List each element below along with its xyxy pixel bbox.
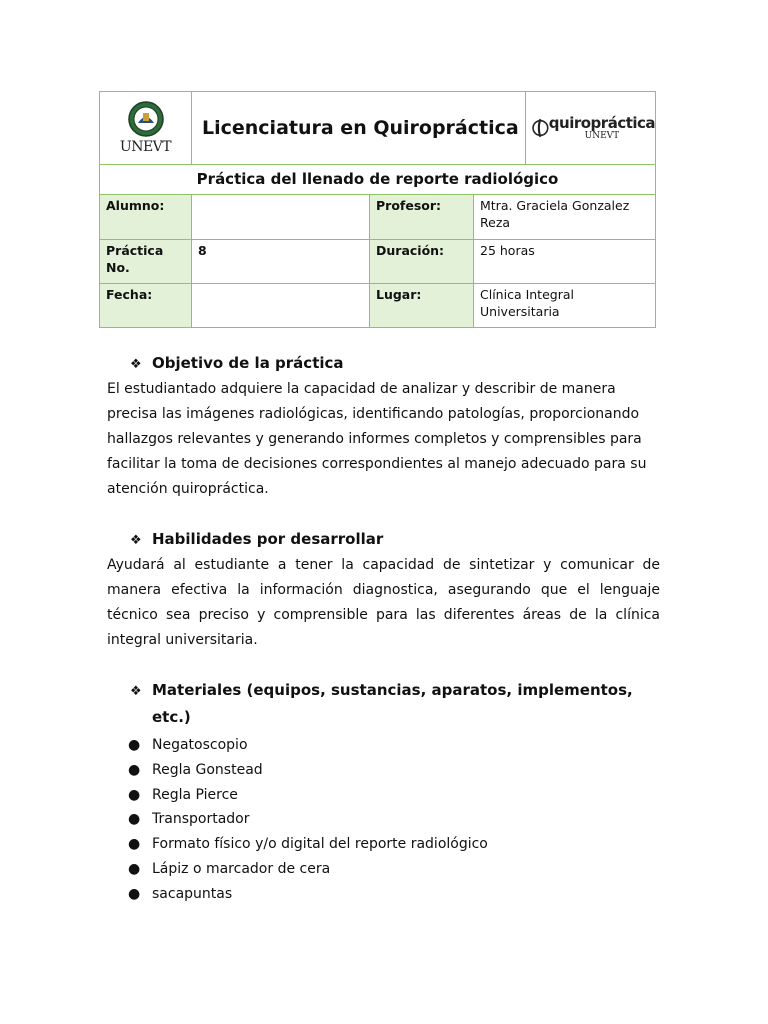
- profesor-value: Mtra. Graciela Gonzalez Reza: [474, 195, 656, 240]
- list-item: ● Formato físico y/o digital del reporte radiológico: [128, 832, 488, 857]
- habilidades-paragraph: Ayudará al estudiante a tener la capacidad de sintetizar y comunicar de manera efectiva la información diagnostica, asegurando que el lenguaje técnico sea preciso y comprensible para las diferentes áreas de la clínica integral universitaria.: [107, 557, 660, 648]
- header-table: [99, 91, 656, 195]
- practice-subtitle: Práctica del llenado de reporte radiológico: [100, 165, 656, 195]
- fecha-value: [192, 284, 370, 328]
- duracion-value: 25 horas: [474, 240, 656, 284]
- fecha-label: Fecha:: [100, 284, 192, 328]
- unevt-logo-cell: [100, 92, 192, 165]
- habilidades-heading: ❖ Habilidades por desarrollar: [130, 526, 383, 554]
- bullet-dot-icon: ●: [128, 737, 141, 753]
- lugar-value: Clínica Integral Universitaria: [474, 284, 656, 328]
- materials-list: [128, 733, 488, 907]
- quiro-logo: [526, 107, 655, 149]
- objetivo-paragraph: El estudiantado adquiere la capacidad de analizar y describir de manera precisa las imágenes radiológicas, identificando patologías, proporcionando hallazgos relevantes y generando informes completos y comprensibles para facilitar la toma de decisiones correspondientes al manejo adecuado para su atención quiropráctica.: [107, 381, 647, 497]
- duracion-label: Duración:: [370, 240, 474, 284]
- objetivo-heading: ❖ Objetivo de la práctica: [130, 350, 344, 378]
- list-item: ● Lápiz o marcador de cera: [128, 857, 488, 882]
- alumno-label: Alumno:: [100, 195, 192, 240]
- list-item: ● Regla Pierce: [128, 783, 488, 808]
- info-table: [99, 194, 656, 328]
- unevt-logo: [120, 101, 171, 156]
- bullet-dot-icon: ●: [128, 811, 141, 828]
- quiro-logo-sub: UNEVT: [584, 131, 620, 141]
- profesor-label: Profesor:: [370, 195, 474, 240]
- practica-value: 8: [192, 240, 370, 284]
- list-item: ● sacapuntas: [128, 882, 488, 907]
- materiales-heading: ❖ Materiales (equipos, sustancias, aparatos, implementos, etc.): [130, 677, 633, 731]
- bullet-dot-icon: ●: [128, 885, 141, 902]
- quiro-logo-cell: [526, 92, 656, 165]
- bullet-dot-icon: ●: [128, 860, 141, 877]
- spine-logo-icon: [532, 107, 549, 149]
- bullet-dot-icon: ●: [128, 786, 141, 803]
- diamond-bullet-icon: ❖: [130, 357, 142, 372]
- diamond-bullet-icon: ❖: [130, 533, 142, 548]
- program-title: Licenciatura en Quiropráctica: [192, 92, 526, 165]
- list-item: ● Regla Gonstead: [128, 758, 488, 783]
- practica-label: Práctica No.: [100, 240, 192, 284]
- bullet-dot-icon: ●: [128, 761, 141, 778]
- diamond-bullet-icon: ❖: [130, 684, 142, 699]
- alumno-value: [192, 195, 370, 240]
- list-item: ● Transportador: [128, 807, 488, 832]
- unevt-logo-text: UNEVT: [119, 138, 172, 155]
- lugar-label: Lugar:: [370, 284, 474, 328]
- bullet-dot-icon: ●: [128, 836, 141, 853]
- unevt-seal-icon: [126, 101, 166, 137]
- quiro-logo-word: quiropráctica: [548, 114, 656, 132]
- list-item: ● Negatoscopio: [128, 733, 488, 758]
